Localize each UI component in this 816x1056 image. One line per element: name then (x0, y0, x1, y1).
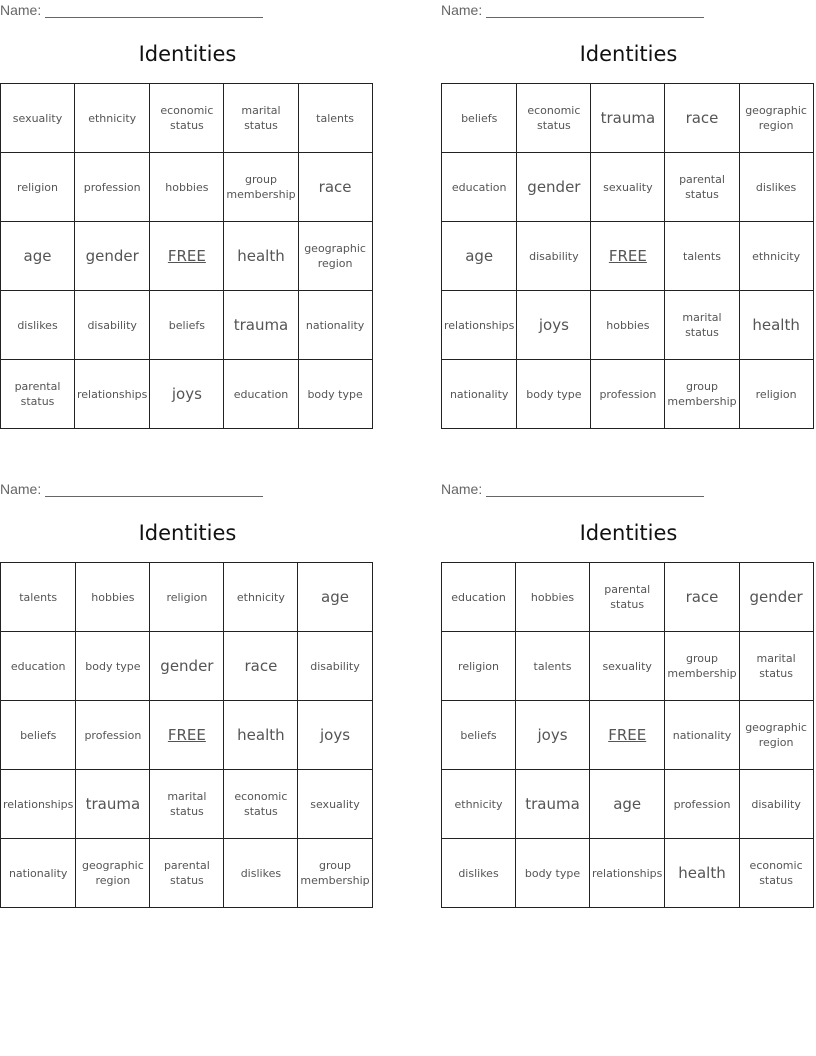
card-title: Identities (579, 521, 678, 545)
bingo-row (1, 84, 373, 153)
bingo-cell: beliefs (442, 84, 517, 153)
name-field (0, 2, 263, 18)
bingo-cell: gender (739, 563, 813, 632)
free-space: FREE (591, 222, 665, 291)
bingo-cell: hobbies (76, 563, 150, 632)
bingo-cell: group membership (665, 360, 739, 429)
bingo-cell: race (298, 153, 372, 222)
bingo-cell: disability (75, 291, 150, 360)
bingo-cell: age (590, 770, 665, 839)
name-label: Name: (441, 2, 483, 18)
free-space: FREE (590, 701, 665, 770)
bingo-cell: profession (665, 770, 739, 839)
bingo-cell: geographic region (739, 701, 813, 770)
bingo-cell: joys (517, 291, 591, 360)
bingo-cell: talents (298, 84, 372, 153)
bingo-row (442, 222, 814, 291)
bingo-cell: profession (76, 701, 150, 770)
bingo-cell: gender (75, 222, 150, 291)
bingo-cell: nationality (298, 291, 372, 360)
bingo-cell: group membership (298, 839, 372, 908)
name-blank-line (486, 17, 704, 18)
bingo-cell: parental status (590, 563, 665, 632)
bingo-cell: nationality (442, 360, 517, 429)
bingo-row (1, 291, 373, 360)
bingo-cell: religion (150, 563, 224, 632)
bingo-cell: sexuality (298, 770, 372, 839)
bingo-cell: age (298, 563, 372, 632)
bingo-cell: geographic region (76, 839, 150, 908)
bingo-cell: relationships (75, 360, 150, 429)
bingo-row (1, 563, 373, 632)
bingo-cell: education (1, 632, 76, 701)
bingo-row (1, 839, 373, 908)
bingo-cell: disability (517, 222, 591, 291)
bingo-cell: dislikes (739, 153, 813, 222)
bingo-row (442, 153, 814, 222)
bingo-cell: ethnicity (224, 563, 298, 632)
bingo-cell: gender (517, 153, 591, 222)
bingo-row (442, 839, 814, 908)
bingo-cell: marital status (224, 84, 298, 153)
bingo-cell: health (224, 222, 298, 291)
bingo-row (1, 153, 373, 222)
bingo-cell: beliefs (442, 701, 516, 770)
bingo-cell: beliefs (150, 291, 224, 360)
bingo-grid (0, 83, 373, 429)
name-label: Name: (0, 2, 42, 18)
name-label: Name: (0, 481, 42, 497)
bingo-grid (441, 562, 814, 908)
bingo-row (1, 770, 373, 839)
bingo-cell: parental status (1, 360, 75, 429)
bingo-cell: hobbies (150, 153, 224, 222)
bingo-row (442, 291, 814, 360)
bingo-cell: profession (75, 153, 150, 222)
bingo-cell: race (224, 632, 298, 701)
bingo-cell: relationships (1, 770, 76, 839)
bingo-cell: trauma (224, 291, 298, 360)
bingo-cell: joys (150, 360, 224, 429)
name-blank-line (45, 17, 263, 18)
bingo-cell: disability (739, 770, 813, 839)
bingo-cell: religion (1, 153, 75, 222)
bingo-cell: economic status (224, 770, 298, 839)
bingo-row (1, 360, 373, 429)
bingo-cell: dislikes (1, 291, 75, 360)
free-space: FREE (150, 701, 224, 770)
bingo-cell: geographic region (739, 84, 813, 153)
bingo-cell: education (442, 563, 516, 632)
bingo-cell: age (442, 222, 517, 291)
bingo-cell: sexuality (590, 632, 665, 701)
bingo-cell: hobbies (591, 291, 665, 360)
bingo-row (442, 701, 814, 770)
card-title: Identities (579, 42, 678, 66)
bingo-cell: education (224, 360, 298, 429)
bingo-row (1, 632, 373, 701)
bingo-row (442, 563, 814, 632)
bingo-cell: relationships (442, 291, 517, 360)
name-blank-line (45, 496, 263, 497)
bingo-cell: dislikes (442, 839, 516, 908)
card-title: Identities (138, 521, 237, 545)
bingo-cell: economic status (517, 84, 591, 153)
bingo-cell: relationships (590, 839, 665, 908)
bingo-row (442, 770, 814, 839)
bingo-cell: education (442, 153, 517, 222)
bingo-cell: nationality (1, 839, 76, 908)
bingo-cell: talents (516, 632, 590, 701)
bingo-cell: parental status (665, 153, 739, 222)
card-title: Identities (138, 42, 237, 66)
bingo-row (442, 632, 814, 701)
bingo-cell: dislikes (224, 839, 298, 908)
bingo-cell: marital status (739, 632, 813, 701)
bingo-cell: body type (516, 839, 590, 908)
bingo-cell: geographic region (298, 222, 372, 291)
bingo-cell: body type (517, 360, 591, 429)
free-space: FREE (150, 222, 224, 291)
bingo-cell: health (739, 291, 813, 360)
bingo-cell: disability (298, 632, 372, 701)
bingo-cell: age (1, 222, 75, 291)
bingo-row (442, 360, 814, 429)
name-blank-line (486, 496, 704, 497)
bingo-cell: health (224, 701, 298, 770)
bingo-cell: marital status (150, 770, 224, 839)
name-label: Name: (441, 481, 483, 497)
bingo-cell: group membership (665, 632, 739, 701)
bingo-cell: religion (739, 360, 813, 429)
name-field (441, 2, 704, 18)
bingo-cell: body type (298, 360, 372, 429)
bingo-cell: race (665, 563, 739, 632)
bingo-cell: trauma (516, 770, 590, 839)
bingo-cell: economic status (150, 84, 224, 153)
bingo-cell: joys (516, 701, 590, 770)
bingo-grid (0, 562, 373, 908)
bingo-cell: sexuality (1, 84, 75, 153)
name-field (0, 481, 263, 497)
bingo-cell: beliefs (1, 701, 76, 770)
bingo-cell: ethnicity (75, 84, 150, 153)
bingo-cell: sexuality (591, 153, 665, 222)
bingo-cell: race (665, 84, 739, 153)
name-field (441, 481, 704, 497)
bingo-grid (441, 83, 814, 429)
bingo-cell: joys (298, 701, 372, 770)
bingo-cell: group membership (224, 153, 298, 222)
bingo-cell: parental status (150, 839, 224, 908)
bingo-cell: ethnicity (739, 222, 813, 291)
bingo-cell: marital status (665, 291, 739, 360)
bingo-row (442, 84, 814, 153)
bingo-cell: trauma (76, 770, 150, 839)
bingo-cell: body type (76, 632, 150, 701)
bingo-cell: talents (1, 563, 76, 632)
bingo-cell: religion (442, 632, 516, 701)
bingo-cell: talents (665, 222, 739, 291)
bingo-row (1, 222, 373, 291)
bingo-row (1, 701, 373, 770)
bingo-cell: nationality (665, 701, 739, 770)
bingo-cell: hobbies (516, 563, 590, 632)
bingo-cell: health (665, 839, 739, 908)
bingo-cell: profession (591, 360, 665, 429)
bingo-cell: trauma (591, 84, 665, 153)
bingo-cell: ethnicity (442, 770, 516, 839)
bingo-cell: economic status (739, 839, 813, 908)
bingo-cell: gender (150, 632, 224, 701)
